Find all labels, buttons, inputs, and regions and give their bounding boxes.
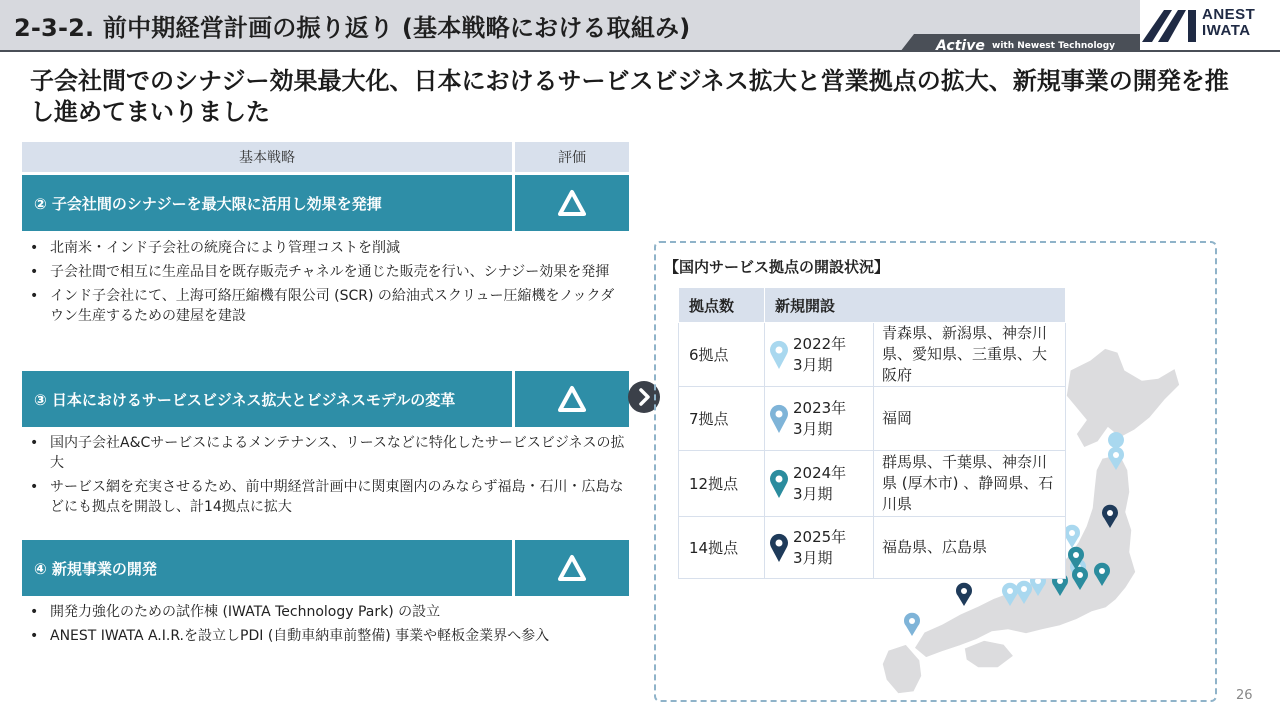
list-item: • ANEST IWATA A.I.R.を設立しPDI (自動車納車前整備) 事業や軽板金業界へ参入	[30, 628, 550, 644]
list-item: • 子会社間で相互に生産品目を既存販売チャネルを通じた販売を行い、シナジー効果を発揮	[30, 264, 610, 280]
panel-title: 【国内サービス拠点の開設状況】	[664, 258, 890, 276]
table-row	[679, 517, 1066, 579]
page-title: 2-3-2. 前中期経営計画の振り返り (基本戦略における取組み)	[14, 14, 691, 42]
tagline-sub: with Newest Technology	[992, 41, 1116, 51]
tagline-main: Active	[936, 38, 985, 54]
service-base-table	[678, 287, 1066, 579]
prefecture-list: 福島県、広島県	[874, 517, 1066, 579]
base-count: 7拠点	[679, 387, 765, 451]
evaluation-cell-4	[515, 540, 629, 596]
period-cell: 2023年 3月期	[765, 387, 874, 451]
period-cell: 2024年 3月期	[765, 451, 874, 517]
map-pin-icon	[769, 404, 789, 434]
period-cell: 2022年 3月期	[765, 323, 874, 387]
list-item: • 北南米・インド子会社の統廃合により管理コストを削減	[30, 240, 400, 256]
map-pin-icon	[769, 340, 789, 370]
base-count: 12拠点	[679, 451, 765, 517]
table-row	[679, 323, 1066, 387]
table-row	[679, 451, 1066, 517]
base-count: 6拠点	[679, 323, 765, 387]
triangle-icon	[558, 189, 586, 217]
list-item: • 開発力強化のための試作棟 (IWATA Technology Park) の設立	[30, 604, 441, 620]
table-row	[679, 387, 1066, 451]
bullet-list-2	[28, 238, 628, 330]
headline: 子会社間でのシナジー効果最大化、日本におけるサービスビジネス拡大と営業拠点の拡大、新規事業の開発を推し進めてまいりました	[30, 67, 1229, 126]
period-cell: 2025年 3月期	[765, 517, 874, 579]
company-logo-text	[1202, 7, 1255, 39]
prefecture-list: 福岡	[874, 387, 1066, 451]
evaluation-cell-3	[515, 371, 629, 427]
triangle-icon	[558, 385, 586, 413]
map-pin-icon	[769, 533, 789, 563]
company-logo-icon	[1142, 6, 1198, 42]
strategy-row-3: ③ 日本におけるサービスビジネス拡大とビジネスモデルの変革	[22, 371, 512, 427]
logo-line-2: IWATA	[1202, 22, 1251, 39]
prefecture-list: 群馬県、千葉県、神奈川県 (厚木市) 、静岡県、石川県	[874, 451, 1066, 517]
strategy-row-2: ② 子会社間のシナジーを最大限に活用し効果を発揮	[22, 175, 512, 231]
list-item: • サービス網を充実させるため、前中期経営計画中に関東圏内のみならず福島・石川・広島などにも拠点を開設し、計14拠点に拡大	[30, 479, 624, 515]
column-header-count: 拠点数	[679, 288, 765, 323]
evaluation-cell-2	[515, 175, 629, 231]
logo-line-1: ANEST	[1202, 6, 1256, 23]
column-header-new: 新規開設	[765, 288, 1066, 323]
triangle-icon	[558, 554, 586, 582]
strategy-row-4: ④ 新規事業の開発	[22, 540, 512, 596]
column-header-strategy: 基本戦略	[22, 142, 512, 172]
map-pin-icon	[769, 469, 789, 499]
page-number: 26	[1236, 688, 1253, 703]
list-item: • 国内子会社A&Cサービスによるメンテナンス、リースなどに特化したサービスビジネスの拡大	[30, 435, 625, 471]
prefecture-list: 青森県、新潟県、神奈川県、愛知県、三重県、大阪府	[874, 323, 1066, 387]
bullet-list-4	[28, 602, 628, 650]
column-header-evaluation: 評価	[515, 142, 629, 172]
base-count: 14拠点	[679, 517, 765, 579]
list-item: • インド子会社にて、上海可絡圧縮機有限公司 (SCR) の給油式スクリュー圧縮機をノックダウン生産するための建屋を建設	[30, 288, 615, 324]
bullet-list-3	[28, 433, 628, 521]
